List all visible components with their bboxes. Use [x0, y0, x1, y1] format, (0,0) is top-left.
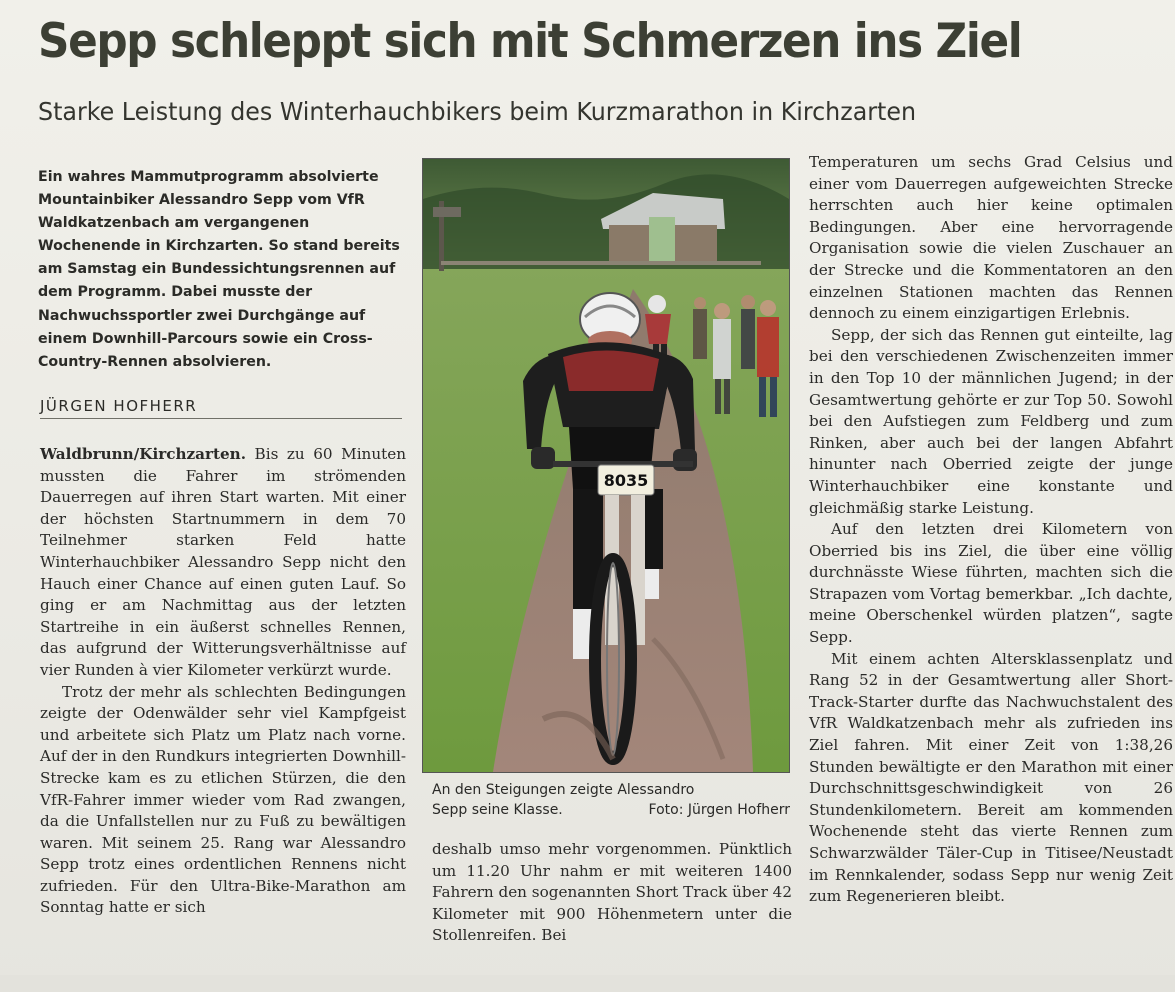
text-column-2 — [432, 839, 792, 947]
body-paragraph: Trotz der mehr als schlechten Bedingungen zeigte der Odenwälder sehr viel Kampfgeist und arbeitete sich Platz um Platz nach vorne. Auf der in den Rundkurs integrierten Downhill-Strecke kam es zu etlichen Stürzen, die den VfR-Fahrer immer wieder vom Rad zwangen, da die Unfallstellen nur zu Fuß zu bewältigen waren. Mit seinem 25. Rang war Alessandro Sepp trotz eines ordentlichen Rennens nicht zufrieden. Für den Ultra-Bike-Marathon am Sonntag hatte er sich — [40, 682, 406, 917]
text-column-1 — [40, 444, 406, 919]
body-paragraph: Sepp, der sich das Rennen gut einteilte, lag bei den verschiedenen Zwischenzeiten immer in den Top 10 der männlichen Jugend; in der Gesamtwertung gehörte er zur Top 50. Sowohl bei den Aufstiegen zum Feldberg und zum Rinken, aber auch bei der langen Abfahrt hinunter nach Oberried zeigte der junge Winterhauchbiker eine konstante und gleichmäßig starke Leistung. — [809, 325, 1173, 517]
photo-caption: An den Steigungen zeigte Alessandro Sepp seine Klasse. — [432, 782, 695, 818]
body-paragraph: deshalb umso mehr vorgenommen. Pünktlich um 11.20 Uhr nahm er mit weiteren 1400 Fahrern den sogenannten Short Track über 42 Kilometer mit 900 Höhenmetern unter die Stollenreifen. Bei — [432, 840, 792, 945]
lead-paragraph: Ein wahres Mammutprogramm absolvierte Mountainbiker Alessandro Sepp vom VfR Waldkatzenbach am vergangenen Wochenende in Kirchzarten. So stand bereits am Samstag ein Bundessichtungsrennen auf dem Programm. Dabei musste der Nachwuchssportler zwei Durchgänge auf einem Downhill-Parcours sowie ein Cross-Country-Rennen absolvieren. — [38, 169, 400, 370]
body-paragraph: Mit einem achten Altersklassenplatz und Rang 52 in der Gesamtwertung aller Short-Track-Starter durfte das Nachwuchstalent des VfR Waldkatzenbach mehr als zufrieden ins Ziel fahren. Mit einer Zeit von 1:38,26 Stunden bewältigte er den Marathon mit einer Durchschnittsgeschwindigkeit von 26 Stundenkilometern. Bereit am kommenden Wochenende steht das vierte Rennen zum Schwarzwälder Täler-Cup in Titisee/Neustadt im Rennkalender, sodass Sepp nur wenig Zeit zum Regenerieren bleibt. — [809, 649, 1173, 906]
photo-caption-block — [432, 780, 790, 820]
text-column-3 — [809, 152, 1173, 908]
byline: JÜRGEN HOFHERR — [40, 397, 198, 415]
body-paragraph: Temperaturen um sechs Grad Celsius und einer vom Dauerregen aufgeweichten Strecke herrschten auch hier keine optimalen Bedingungen. Aber eine hervorragende Organisation sowie die vielen Zuschauer an der Strecke und die Kommentatoren an den einzelnen Stationen machten das Rennen dennoch zu einem einzigartigen Erlebnis. — [809, 153, 1173, 323]
body-paragraph — [40, 444, 406, 682]
page-bottom-edge — [0, 975, 1175, 992]
body-paragraph: Auf den letzten drei Kilometern von Oberried bis ins Ziel, die über eine völlig durchnässte Wiese führten, machten sich die Strapazen vom Vortag bemerkbar. „Ich dachte, meine Oberschenkel würden platzen“, sagte Sepp. — [809, 520, 1173, 647]
subheadline: Starke Leistung des Winterhauchbikers beim Kurzmarathon in Kirchzarten — [38, 97, 917, 126]
headline: Sepp schleppt sich mit Schmerzen ins Ziel — [38, 14, 1022, 69]
byline-divider — [40, 418, 402, 419]
body-text: Bis zu 60 Minuten mussten die Fahrer im strömenden Dauerregen auf ihren Start warten. Mit einer der höchsten Startnummern in dem 70 Teilnehmer starken Feld hatte Winterhauchbiker Alessandro Sepp nicht den Hauch einer Chance auf einen guten Lauf. So ging er am Nachmittag aus der letzten Startreihe in ein äußerst schnelles Rennen, das aufgrund der Witterungsverhältnisse auf vier Runden à vier Kilometer verkürzt wurde. — [40, 445, 406, 679]
dateline: Waldbrunn/Kirchzarten. — [40, 445, 246, 463]
bib-number: 8035 — [603, 471, 649, 490]
photo-credit: Foto: Jürgen Hofherr — [648, 802, 790, 818]
article-photo — [422, 158, 790, 773]
